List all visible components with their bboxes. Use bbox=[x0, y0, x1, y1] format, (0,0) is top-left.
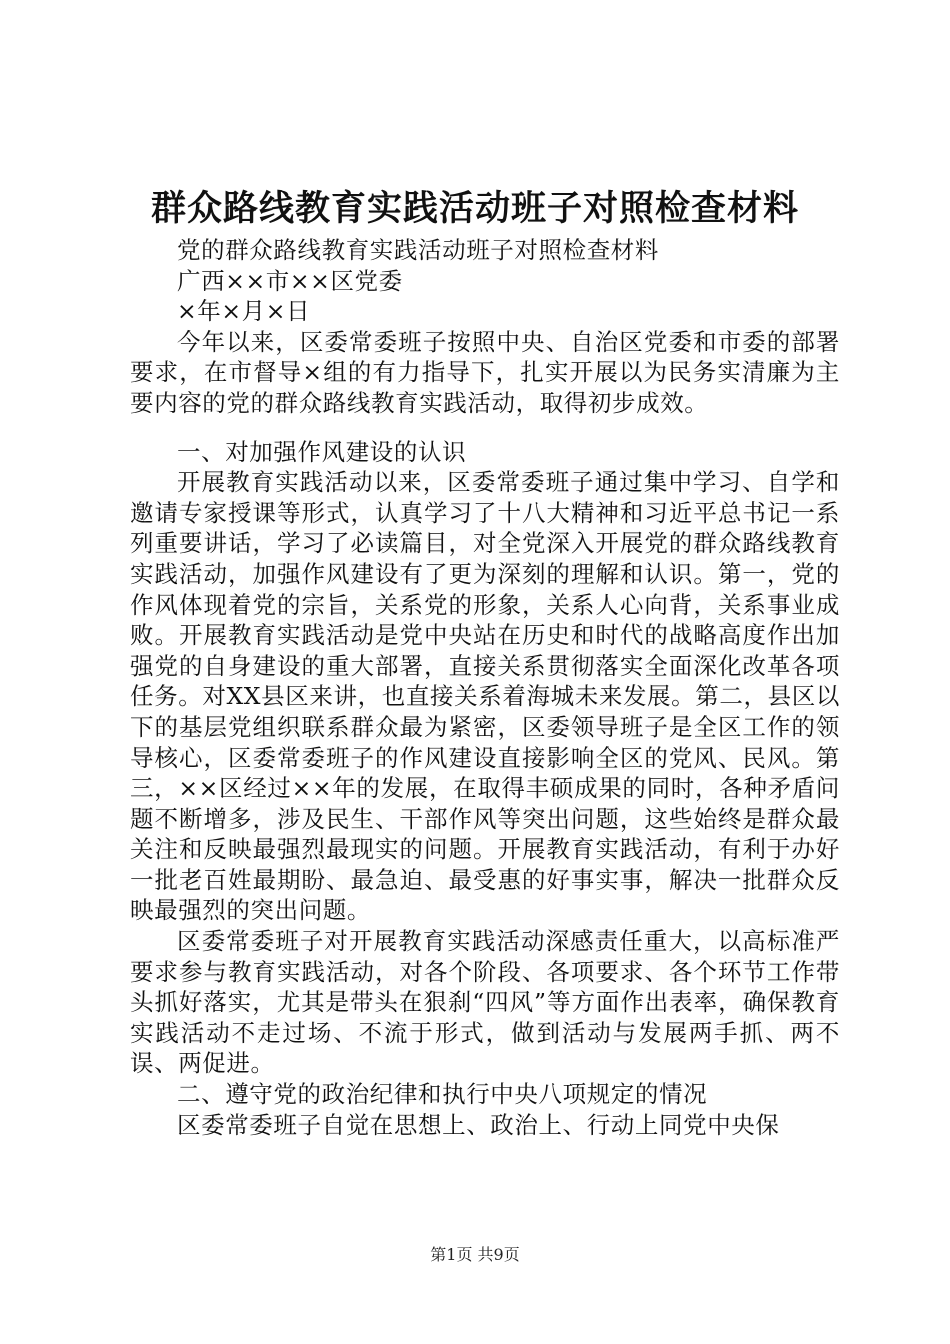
section1-paragraph-1: 开展教育实践活动以来，区委常委班子通过集中学习、自学和邀请专家授课等形式，认真学习了十八大精神和习近平总书记一系列重要讲话，学习了必读篇目，对全党深入开展党的群众路线教育实践活动，加强作风建设有了更为深刻的理解和认识。第一，党的作风体现着党的宗旨，关系党的形象，关系人心向背，关系事业成败。开展教育实践活动是党中央站在历史和时代的战略高度作出加强党的自身建设的重大部署，直接关系贯彻落实全面深化改革各项任务。对XX县区来讲，也直接关系着海城未来发展。第二，县区以下的基层党组织联系群众最为紧密，区委领导班子是全区工作的领导核心，区委常委班子的作风建设直接影响全区的党风、民风。第三，××区经过××年的发展，在取得丰硕成果的同时，各种矛盾问题不断增多，涉及民生、干部作风等突出问题，这些始终是群众最关注和反映最强烈最现实的问题。开展教育实践活动，有利于办好一批老百姓最期盼、最急迫、最受惠的好事实事，解决一批群众反映最强烈的突出问题。 bbox=[130, 468, 840, 925]
section1-paragraph-2: 区委常委班子对开展教育实践活动深感责任重大，以高标准严要求参与教育实践活动，对各个阶段、各项要求、各个环节工作带头抓好落实，尤其是带头在狠刹“四风”等方面作出表率，确保教育实践活动不走过场、不流于形式，做到活动与发展两手抓、两不误、两促进。 bbox=[130, 927, 840, 1078]
page-footer: 第1页 共9页 bbox=[430, 1245, 520, 1264]
document-organization: 广西××市××区党委 bbox=[177, 266, 403, 295]
section-heading-2: 二、遵守党的政治纪律和执行中央八项规定的情况 bbox=[177, 1080, 708, 1109]
section-heading-1: 一、对加强作风建设的认识 bbox=[177, 437, 467, 466]
intro-paragraph: 今年以来，区委常委班子按照中央、自治区党委和市委的部署要求，在市督导×组的有力指导下，扎实开展以为民务实清廉为主要内容的党的群众路线教育实践活动，取得初步成效。 bbox=[130, 327, 840, 417]
document-date: ×年×月×日 bbox=[177, 297, 311, 326]
section2-paragraph-1: 区委常委班子自觉在思想上、政治上、行动上同党中央保 bbox=[177, 1110, 780, 1139]
document-title: 群众路线教育实践活动班子对照检查材料 bbox=[150, 188, 799, 229]
document-subtitle: 党的群众路线教育实践活动班子对照检查材料 bbox=[177, 236, 659, 264]
document-body bbox=[130, 235, 840, 1140]
